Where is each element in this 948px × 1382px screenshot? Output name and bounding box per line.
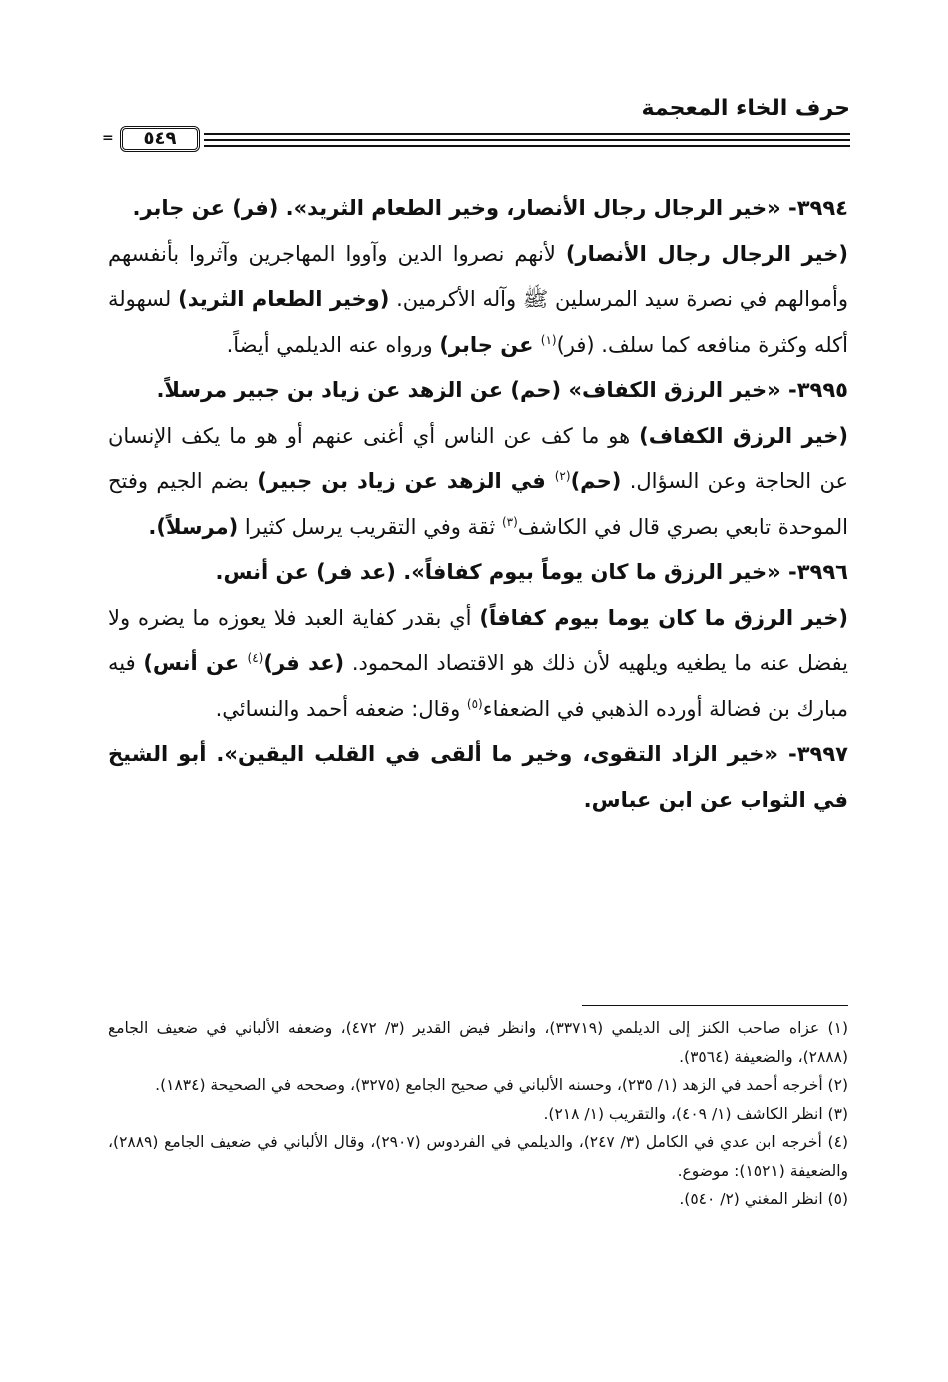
main-text <box>108 186 848 823</box>
hadith-3997: ٣٩٩٧- «خير الزاد التقوى، وخير ما ألقى في القلب اليقين». أبو الشيخ في الثواب عن ابن عباس. <box>108 742 848 812</box>
footnotes <box>108 1014 848 1214</box>
commentary-text: ورواه عنه الديلمي أيضاً. <box>226 332 440 357</box>
hadith-3996: ٣٩٩٦- «خير الرزق ما كان يوماً بيوم كفافاً». (عد فر) عن أنس. <box>215 560 848 584</box>
commentary-bold-mid: (عد فر) <box>263 651 345 675</box>
commentary-text: ثقة وفي التقريب يرسل كثيرا <box>238 514 502 539</box>
footnote-ref[interactable]: (٢) <box>554 469 571 483</box>
footnote-ref[interactable]: (٤) <box>247 651 264 665</box>
hadith-3994: ٣٩٩٤- «خير الرجال رجال الأنصار، وخير الطعام الثريد». (فر) عن جابر. <box>132 196 848 220</box>
footnote-5: (٥) انظر المغني (٢/ ٥٤٠). <box>679 1190 848 1208</box>
commentary-text: لأنهم نصروا الدين وآووا المهاجرين وآثروا بأنفسهم وأموالهم في نصرة سيد المرسلين ﷺ وآله الأكرمين. <box>108 241 849 311</box>
commentary-bold-tail: عن جابر) <box>439 332 541 357</box>
footnote-ref[interactable]: (٥) <box>466 696 483 711</box>
commentary-text: لسهولة أكله وكثرة منافعه كما سلف. (فر) <box>108 287 848 357</box>
commentary-bold-lead: (خير الرزق ما كان يوما بيوم كفافاً) <box>479 605 848 630</box>
commentary-bold-lead: (خير الرجال رجال الأنصار) <box>565 241 848 266</box>
page-header <box>100 96 850 156</box>
page-number: ٥٤٩ <box>120 126 200 152</box>
commentary-text: وقال: ضعفه أحمد والنسائي. <box>215 696 467 721</box>
commentary-bold-tail: في الزهد عن زياد بن جبير) <box>257 469 555 493</box>
footnote-1: (١) عزاه صاحب الكنز إلى الديلمي (٣٣٧١٩)، وانظر فيض القدير (٣/ ٤٧٢)، وضعفه الألباني في ضعيف الجامع (٢٨٨٨)، والضعيفة (٣٥٦٤). <box>108 1019 848 1066</box>
commentary-3996 <box>108 596 848 733</box>
commentary-bold-tail: عن أنس) <box>143 651 248 675</box>
commentary-3995 <box>108 414 848 551</box>
commentary-text: أي بقدر كفاية العبد فلا يعوزه ما يضره ولا يفضل عنه ما يطغيه ويلهيه لأن ذلك هو الاقتصاد المحمود. <box>108 605 849 675</box>
header-rule <box>204 133 850 147</box>
hadith-3995: ٣٩٩٥- «خير الرزق الكفاف» (حم) عن الزهد عن زياد بن جبير مرسلاً. <box>156 378 848 402</box>
footnote-ref[interactable]: (٣) <box>501 514 518 529</box>
commentary-bold-mid: (حم) <box>570 469 622 493</box>
commentary-bold-lead: (خير الرزق الكفاف) <box>639 423 848 448</box>
commentary-text: هو ما كف عن الناس أي أغنى عنهم أو هو ما يكف الإنسان عن الحاجة وعن السؤال. <box>108 423 849 493</box>
footnote-3: (٣) انظر الكاشف (١/ ٤٠٩)، والتقريب (١/ ٢١٨). <box>543 1104 848 1123</box>
footnote-4: (٤) أخرجه ابن عدي في الكامل (٣/ ٢٤٧)، والديلمي في الفردوس (٢٩٠٧)، وقال الألباني في ضعيف الجامع (٢٨٨٩)، والضعيفة (١٥٢١): موضوع. <box>108 1133 848 1180</box>
commentary-text: بضم الجيم وفتح الموحدة تابعي بصري قال في الكاشف <box>108 469 848 539</box>
commentary-bold-mid: (وخير الطعام الثريد) <box>178 287 390 311</box>
commentary-3994 <box>108 232 848 369</box>
commentary-text: فيه مبارك بن فضالة أورده الذهبي في الضعفاء <box>108 651 848 721</box>
footnote-separator <box>582 1005 848 1006</box>
header-mark: = <box>102 130 114 146</box>
footnote-ref[interactable]: (١) <box>540 332 557 347</box>
chapter-title: حرف الخاء المعجمة <box>641 96 850 121</box>
commentary-bold-end: (مرسلاً). <box>148 514 239 539</box>
footnote-2: (٢) أخرجه أحمد في الزهد (١/ ٢٣٥)، وحسنه الألباني في صحيح الجامع (٣٢٧٥)، وصححه في الصحيحة (١٨٣٤). <box>155 1076 848 1094</box>
